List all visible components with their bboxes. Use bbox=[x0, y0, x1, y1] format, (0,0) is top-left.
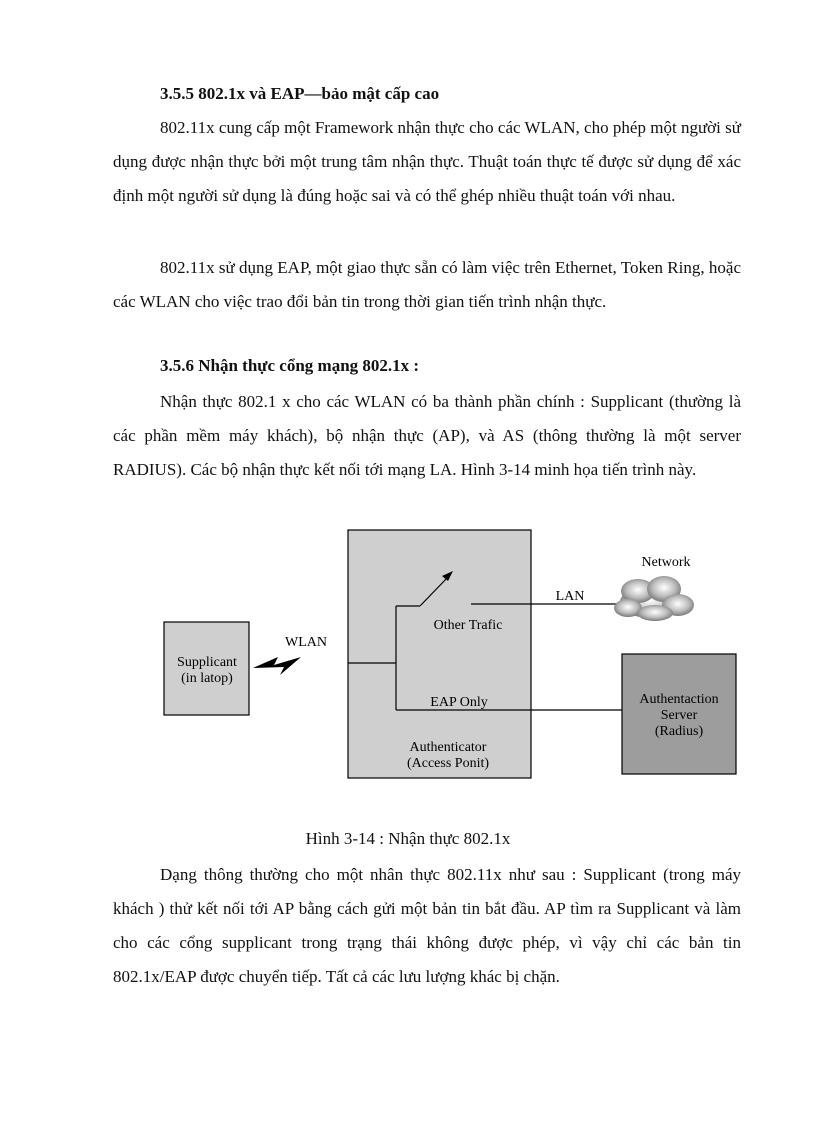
paragraph-components: Nhận thực 802.1 x cho các WLAN có ba thành phần chính : Supplicant (thường là các phần mềm máy khách), bộ nhận thực (AP), và AS (thông thường là một server RADIUS). Các bộ nhận thực kết nối tới mạng LA. Hình 3-14 minh họa tiến trình này. bbox=[113, 392, 741, 479]
authenticator-sublabel: (Access Ponit) bbox=[406, 756, 490, 771]
auth-server-radius-label: (Radius) bbox=[654, 724, 704, 739]
paragraph-closing: Dạng thông thường cho một nhân thực 802.11x như sau : Supplicant (trong máy khách ) thử kết nối tới AP bằng cách gửi một bản tin bắt đầu. AP tìm ra Supplicant và làm cho các cổng supplicant trong trạng thái không được phép, vì vậy chỉ các bản tin 802.1x/EAP được chuyển tiếp. Tất cả các lưu lượng khác bị chặn. bbox=[113, 865, 741, 986]
auth-server-sublabel: Server bbox=[660, 708, 698, 723]
supplicant-sublabel: (in latop) bbox=[181, 671, 233, 686]
paragraph-eap: 802.11x sử dụng EAP, một giao thực sẵn có làm việc trên Ethernet, Token Ring, hoặc các WLAN cho việc trao đổi bản tin trong thời gian tiến trình nhận thực. bbox=[113, 258, 741, 311]
network-cloud-icon bbox=[614, 576, 694, 621]
paragraph-framework: 802.11x cung cấp một Framework nhận thực cho các WLAN, cho phép một người sử dụng được nhận thực bởi một trung tâm nhận thực. Thuật toán thực tế được sử dụng để xác định một người sử dụng là đúng hoặc sai và có thể ghép nhiều thuật toán với nhau. bbox=[113, 118, 741, 205]
eap-only-label: EAP Only bbox=[430, 695, 488, 710]
lan-label: LAN bbox=[555, 589, 585, 604]
supplicant-label: Supplicant bbox=[177, 655, 237, 670]
figure-caption: Hình 3-14 : Nhận thực 802.1x bbox=[305, 829, 511, 848]
network-label: Network bbox=[641, 555, 691, 570]
authentication-diagram bbox=[150, 520, 750, 792]
wireless-bolt-icon bbox=[253, 657, 301, 675]
authenticator-label: Authenticator bbox=[409, 740, 487, 755]
wlan-label: WLAN bbox=[285, 635, 327, 650]
section-heading-3-5-5: 3.5.5 802.1x và EAP—bảo mật cấp cao bbox=[160, 84, 440, 103]
auth-server-label: Authentaction bbox=[639, 692, 719, 707]
other-traffic-label: Other Trafic bbox=[433, 618, 503, 633]
section-heading-3-5-6: 3.5.6 Nhận thực cổng mạng 802.1x : bbox=[160, 356, 420, 375]
